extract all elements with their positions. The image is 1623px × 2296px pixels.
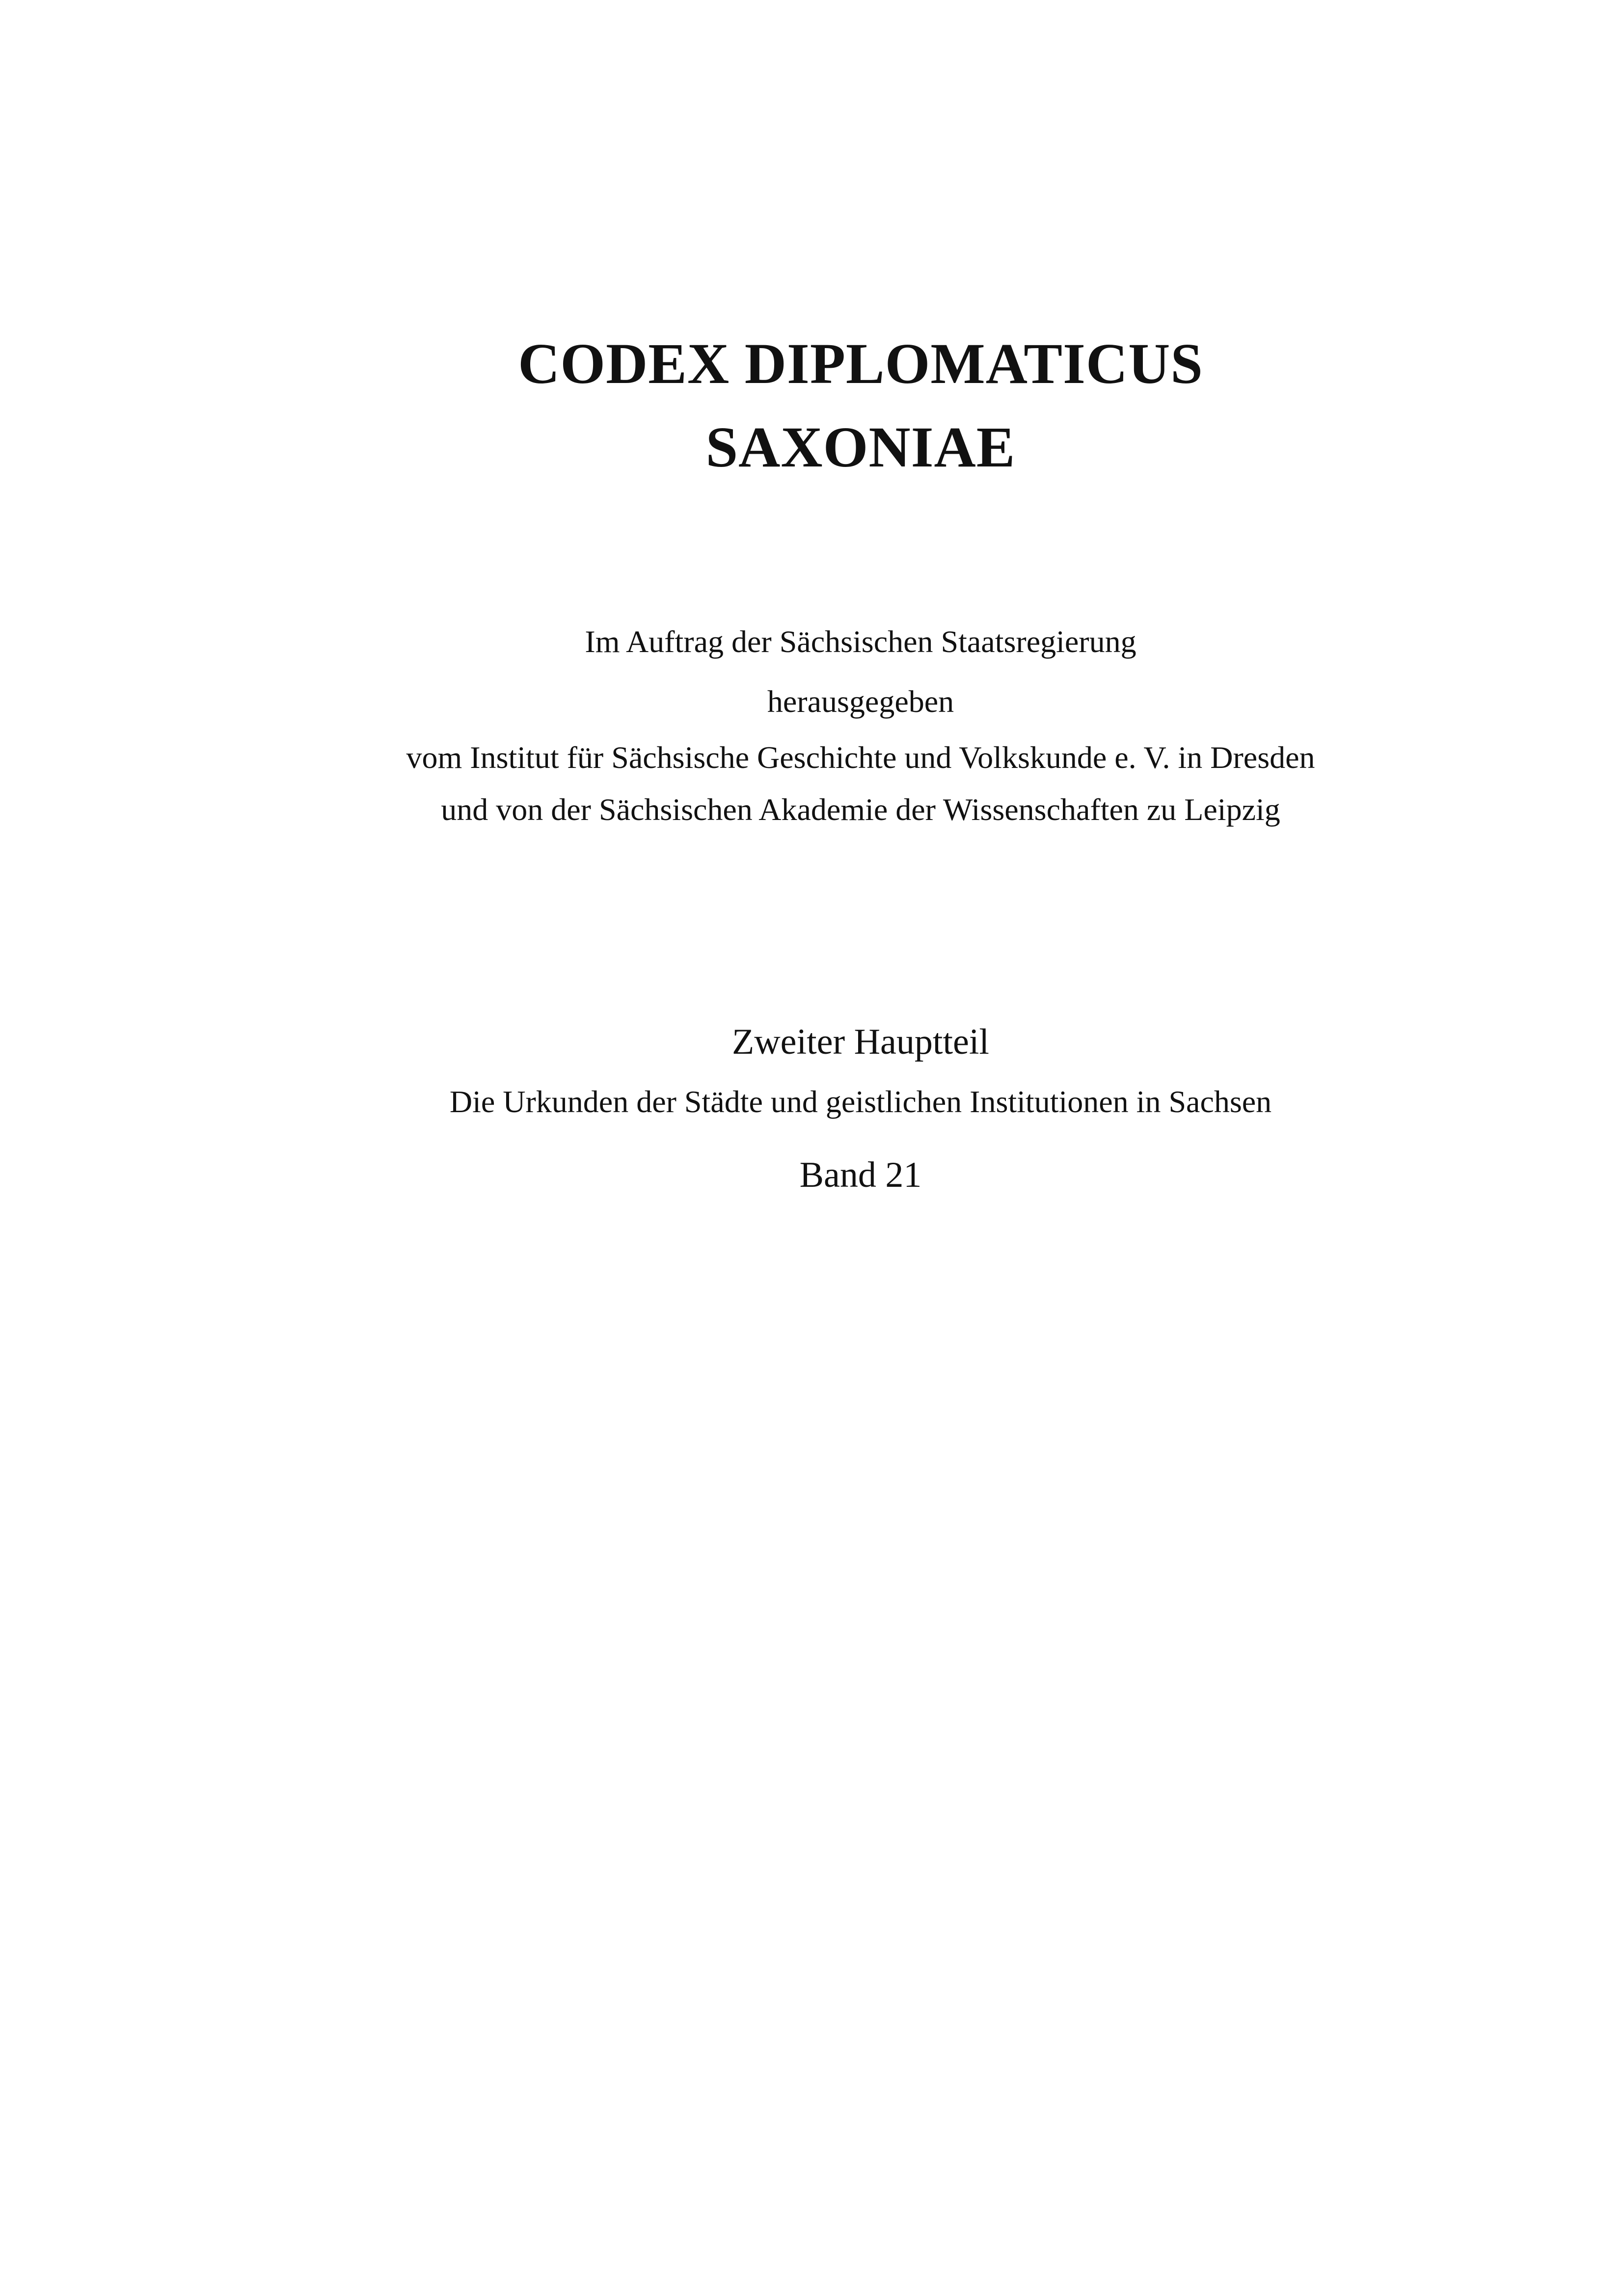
- volume-label: Band 21: [799, 1155, 922, 1195]
- published-by-line: herausgegeben: [767, 684, 954, 719]
- part-title: Zweiter Hauptteil: [732, 1022, 989, 1062]
- institute-line-2: und von der Sächsischen Akademie der Wissenschaften zu Leipzig: [441, 792, 1280, 827]
- institute-line-1: vom Institut für Sächsische Geschichte und Volkskunde e. V. in Dresden: [406, 740, 1315, 775]
- main-title-line-1: CODEX DIPLOMATICUS: [518, 331, 1203, 396]
- part-subtitle: Die Urkunden der Städte und geistlichen Institutionen in Sachsen: [449, 1084, 1272, 1119]
- commission-line: Im Auftrag der Sächsischen Staatsregierung: [585, 624, 1136, 659]
- main-title-line-2: SAXONIAE: [705, 415, 1016, 479]
